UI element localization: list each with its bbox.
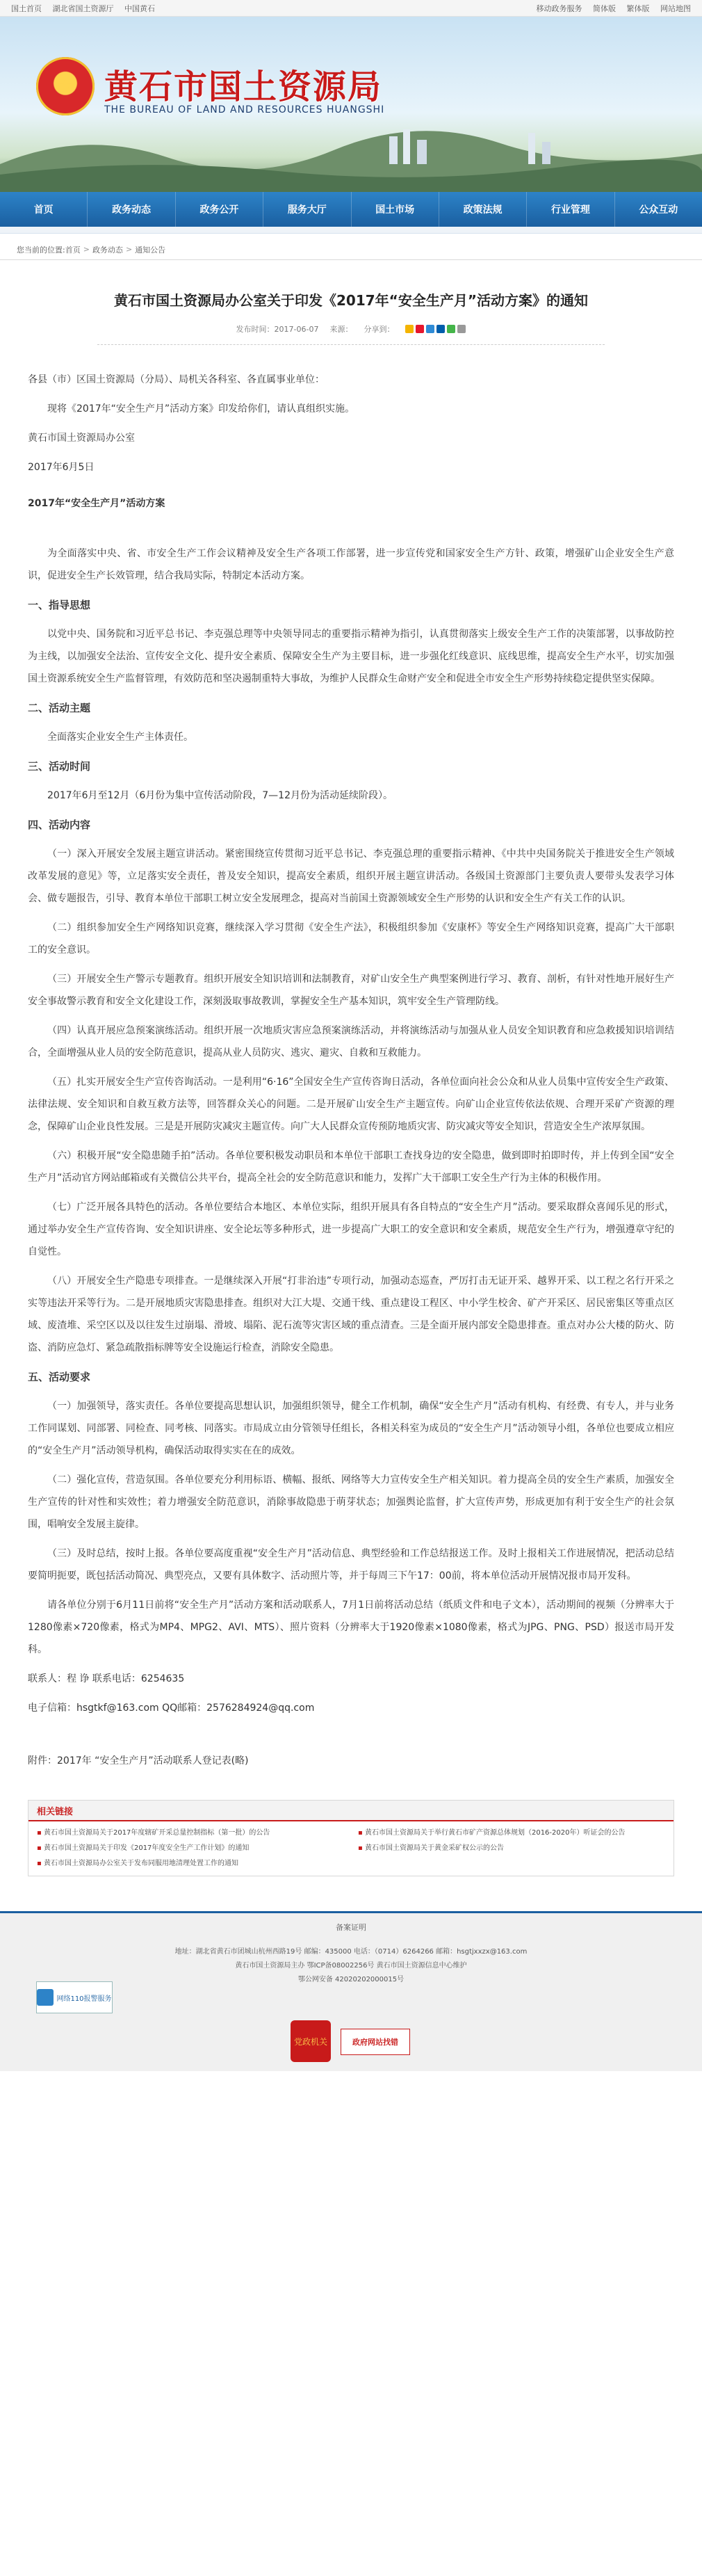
police-icon: [37, 1989, 54, 2006]
site-title: 黄石市国土资源局: [104, 67, 383, 106]
top-link[interactable]: 中国黄石: [124, 3, 155, 13]
share-weibo-icon[interactable]: [416, 325, 424, 333]
breadcrumb: [0, 239, 702, 260]
related-links-title: 相关链接: [28, 1801, 674, 1821]
report-error-badge[interactable]: [341, 2029, 410, 2055]
related-link[interactable]: ▪ 黄石市国土资源局关于印发《2017年度安全生产工作计划》的通知: [37, 1842, 344, 1855]
related-link[interactable]: ▪ 黄石市国土资源局关于举行黄石市矿产资源总体规划（2016-2020年）听证会的公告: [358, 1827, 665, 1840]
email-line: 电子信箱：hsgtkf@163.com QQ邮箱：2576284924@qq.com: [28, 1702, 315, 1714]
footer-icp: 黄石市国土资源局主办 鄂ICP备08002256号 黄石市国土资源信息中心维护: [235, 1962, 467, 1970]
list-item: （五）扎实开展安全生产宣传咨询活动。一是利用“6·16”全国安全生产宣传咨询日活动，各单位面向社会公众和从业人员集中宣传安全生产政策、法律法规、安全知识和自救互救方法等，回答群众关心的问题。二是开展矿山安全生产主题宣传。向矿山企业宣传依法依规、合理开采矿产资源的理念，保障矿山企业良性发展。三是是开展防灾减灾主题宣传。向广大人民群众宣传预防地质灾害、防灾减灾等安全知识，营造安全生产浓厚氛围。: [28, 1077, 674, 1132]
nav-home[interactable]: 首页: [0, 192, 88, 227]
footer-title: 备案证明: [336, 1923, 366, 1932]
landscape-banner: [0, 115, 702, 192]
list-item: （三）开展安全生产警示专题教育。组织开展安全知识培训和法制教育，对矿山安全生产典型案例进行学习、教育、剖析，有针对性地开展好生产安全事故警示教育和安全文化建设工作，深刻汲取事故教训，掌握安全生产基本知识，筑牢安全生产管理防线。: [28, 974, 674, 1007]
related-links: [28, 1800, 674, 1876]
national-emblem-icon: ★: [36, 57, 95, 115]
related-link[interactable]: ▪ 黄石市国土资源局办公室关于发布同服用地清理处置工作的通知: [37, 1858, 344, 1870]
simplified-chinese-link[interactable]: 简体版: [593, 3, 616, 13]
section-heading: 二、活动主题: [28, 702, 91, 714]
list-item: （一）深入开展安全发展主题宣讲活动。紧密围绕宣传贯彻习近平总书记、李克强总理的重要指示精神、《中共中央国务院关于推进安全生产领域改革发展的意见》等，立足落实安全责任，普及安全知识，提高安全素质，组织开展主题宣讲活动。各级国土资源部门主要负责人要带头发表学习体会、做专题报告，引导、教育本单位干部职工树立安全发展理念，提高对当前国土资源领域安全生产形势的认识和安全生产有关工作的认识。: [28, 848, 674, 904]
share-more-icon[interactable]: [457, 325, 466, 333]
list-item: （二）强化宣传，营造氛围。各单位要充分利用标语、横幅、报纸、网络等大力宣传安全生产相关知识。着力提高全员的安全生产素质，加强安全生产宣传的针对性和实效性；着力增强安全防范意识，消除事故隐患于萌芽状态；加强舆论监督，扩大宣传声势，形成更加有利于安全生产的社会氛围，唱响安全发展主旋律。: [28, 1474, 674, 1530]
intro-paragraph: 现将《2017年“安全生产月”活动方案》印发给你们，请认真组织实施。: [47, 403, 355, 414]
nav-policies[interactable]: 政策法规: [439, 192, 527, 227]
share-qzone-icon[interactable]: [405, 325, 414, 333]
article: [0, 289, 702, 1772]
share-buttons: [405, 325, 466, 333]
salutation: 各县（市）区国土资源局（分局）、局机关各科室、各直属事业单位：: [28, 374, 325, 385]
contact-line: 联系人：程 诤 联系电话：6254635: [28, 1673, 185, 1684]
section-heading: 四、活动内容: [28, 819, 91, 831]
footer-info: [0, 1945, 702, 1987]
plan-title: 2017年“安全生产月”活动方案: [28, 498, 165, 509]
share-label: 分享到：: [364, 325, 395, 334]
related-link[interactable]: ▪ 黄石市国土资源局关于2017年度辖矿开采总量控制指标（第一批）的公告: [37, 1827, 344, 1840]
party-government-label: 党政机关: [293, 2036, 327, 2047]
site-subtitle: THE BUREAU OF LAND AND RESOURCES HUANGSHI: [104, 104, 385, 115]
plan-intro: 为全面落实中央、省、市安全生产工作会议精神及安全生产各项工作部署，进一步宣传党和国家安全生产方针、政策，增强矿山企业安全生产意识，促进安全生产长效管理，结合我局实际，特制定本活动方案。: [28, 548, 674, 581]
report-error-label: 政府网站找错: [352, 2038, 398, 2047]
footer-address: 地址：湖北省黄石市团城山杭州西路19号 邮编：435000 电话：（0714）6264266 邮箱：hsgtjxxzx@163.com: [174, 1948, 528, 1956]
top-link[interactable]: 湖北省国土资源厅: [52, 3, 114, 13]
section-heading: 一、指导思想: [28, 599, 91, 611]
related-link[interactable]: ▪ 黄石市国土资源局关于黄金采矿权公示的公告: [358, 1842, 665, 1855]
nav-interaction[interactable]: 公众互动: [639, 204, 678, 216]
nav-news[interactable]: 政务动态: [88, 192, 175, 227]
breadcrumb-separator: >: [125, 245, 133, 254]
nav-divider: [0, 227, 702, 234]
attachment-line: 附件：2017年 “安全生产月”活动联系人登记表(略): [28, 1755, 249, 1766]
share-renren-icon[interactable]: [436, 325, 445, 333]
site-footer: [0, 1911, 702, 2071]
list-item: （二）组织参加安全生产网络知识竞赛，继续深入学习贯彻《安全生产法》，积极组织参加《安康杯》等安全生产网络知识竞赛，提高广大干部职工的安全意识。: [28, 922, 674, 956]
main-nav: [0, 192, 702, 227]
section-text: 2017年6月至12月（6月份为集中宣传活动阶段，7—12月份为活动延续阶段）。: [47, 790, 393, 801]
list-item: （八）开展安全生产隐患专项排查。一是继续深入开展“打非治违”专项行动，加强动态巡查，严厉打击无证开采、越界开采、以工程之名行开采之实等违法开采等行为。二是开展地质灾害隐患排查。组织对大江大堤、交通干线、重点建设工程区、中小学生校舍、矿产开采区、居民密集区等重点区域、废渣堆、采空区以及以往发生过崩塌、滑坡、塌陷、泥石流等灾害区域的重点清查。三是全面开展内部安全隐患排查。重点对办公大楼的防火、防盗、消防应急灯、紧急疏散指标牌等安全设施运行检查，消除安全隐患。: [28, 1275, 674, 1353]
police-110-label: 网络110报警服务: [56, 1995, 112, 2003]
nav-disclosure[interactable]: 政务公开: [176, 192, 263, 227]
list-item: （四）认真开展应急预案演练活动。组织开展一次地质灾害应急预案演练活动，并将演练活动与加强从业人员安全知识教育和应急救援知识培训结合，全面增强从业人员的安全防范意识，提高从业人员防灾、逃灾、避灾、自救和互救能力。: [28, 1025, 674, 1058]
section-text: 以党中央、国务院和习近平总书记、李克强总理等中央领导同志的重要指示精神为指引，认真贯彻落实上级安全生产工作的决策部署，以事故防控为主线，以加强安全法治、宣传安全文化、提升安全素质、保障安全生产为主要目标，进一步强化红线意识、底线思维，提高安全生产水平，切实加强国土资源系统安全生产监督管理，有效防范和坚决遏制重特大事故，为维护人民群众生命财产安全和促进全市安全生产形势持续稳定提供坚实保障。: [28, 629, 674, 684]
section-heading: 三、活动时间: [28, 760, 91, 773]
section-heading: 五、活动要求: [28, 1371, 91, 1383]
breadcrumb-home[interactable]: 首页: [65, 245, 81, 255]
footer-police-record: 鄂公网安备 42020202000015号: [297, 1976, 405, 1983]
breadcrumb-separator: >: [83, 245, 90, 254]
breadcrumb-notices[interactable]: 通知公告: [135, 245, 166, 255]
top-bar: [0, 0, 702, 17]
share-tencent-icon[interactable]: [426, 325, 434, 333]
source-label: 来源：: [329, 325, 353, 334]
breadcrumb-prefix: 您当前的位置:: [17, 245, 65, 255]
section-text: 全面落实企业安全生产主体责任。: [47, 732, 193, 743]
list-item: （一）加强领导，落实责任。各单位要提高思想认识，加强组织领导，健全工作机制，确保“安全生产月”活动有机构、有经费、有专人，并与业务工作同谋划、同部署、同检查、同考核、同落实。市局成立由分管领导任组长，各相关科室为成员的“安全生产月”活动领导小组，各单位也要成立相应的“安全生产月”活动领导机构，确保活动取得实实在在的成效。: [28, 1401, 674, 1456]
top-link[interactable]: 国土首页: [11, 3, 42, 13]
top-right-links: [528, 3, 692, 14]
sitemap-link[interactable]: 网站地图: [660, 3, 691, 13]
breadcrumb-news[interactable]: 政务动态: [92, 245, 123, 255]
nav-land-market[interactable]: 国土市场: [352, 192, 439, 227]
article-meta: [97, 323, 605, 345]
publish-date: 发布时间：2017-06-07: [236, 325, 319, 334]
share-wechat-icon[interactable]: [447, 325, 455, 333]
nav-industry[interactable]: 行业管理: [527, 192, 614, 227]
traditional-chinese-link[interactable]: 繁体版: [626, 3, 650, 13]
list-item: （六）积极开展“安全隐患随手拍”活动。各单位要积极发动职员和本单位干部职工查找身边的安全隐患，做到即时拍即时传，并上传到全国“安全生产月”活动官方网站邮箱或有关微信公共平台，提高全社会的安全防范意识和能力，发挥广大干部职工安全生产行为主体的积极作用。: [28, 1150, 674, 1184]
police-110-badge[interactable]: [36, 1981, 113, 2013]
related-links-list: [28, 1821, 674, 1876]
top-links: [11, 3, 163, 14]
article-body: [28, 345, 674, 1772]
closing-paragraph: 请各单位分别于6月11日前将“安全生产月”活动方案和活动联系人，7月1日前将活动总结（纸质文件和电子文本），活动期间的视频（分辨率大于1280像素×720像素，格式为MP4、MPG2、AVI、MTS）、照片资料（分辨率大于1920像素×1080像素，格式为JPG、PNG、PSD）报送市局开发科。: [28, 1600, 674, 1655]
party-government-badge[interactable]: [291, 2020, 331, 2062]
mobile-service-link[interactable]: 移动政务服务: [536, 3, 582, 13]
signature-date: 2017年6月5日: [28, 462, 95, 473]
site-header: [0, 17, 702, 192]
article-title: 黄石市国土资源局办公室关于印发《2017年“安全生产月”活动方案》的通知: [114, 292, 588, 309]
list-item: （三）及时总结，按时上报。各单位要高度重视“安全生产月”活动信息、典型经验和工作总结报送工作。及时上报相关工作进展情况，把活动总结要简明扼要，既包括活动简况、典型亮点，又要有具体数字、活动照片等，并于每周三下午17：00前，将本单位活动开展情况报市局开发科。: [28, 1548, 674, 1581]
list-item: （七）广泛开展各具特色的活动。各单位要结合本地区、本单位实际，组织开展具有各自特点的“安全生产月”活动。要采取群众喜闻乐见的形式，通过举办安全生产宣传咨询、安全知识讲座、安全论坛等多种形式，进一步提高广大职工的安全意识和安全素质，规范安全生产行为，增强遵章守纪的自觉性。: [28, 1202, 674, 1257]
signature: 黄石市国土资源局办公室: [28, 433, 135, 444]
nav-service-hall[interactable]: 服务大厅: [263, 192, 351, 227]
